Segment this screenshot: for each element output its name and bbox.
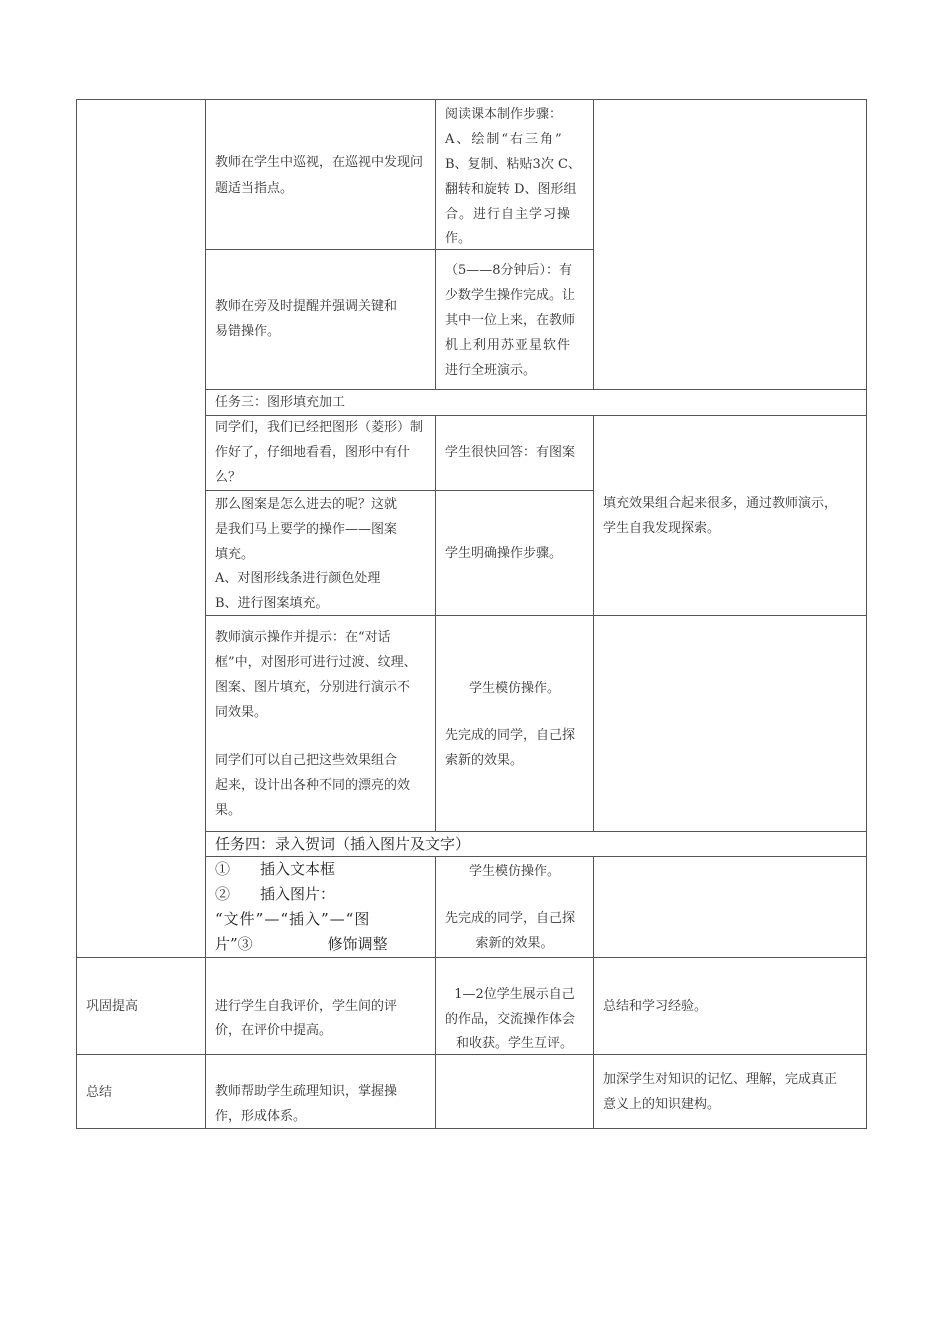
r4-teacher-4: A、对图形线条进行颜色处理 — [215, 571, 381, 586]
r4-teacher-2: 是我们马上要学的操作——图案 — [215, 522, 398, 537]
col-divider-2 — [435, 99, 436, 390]
r1-teacher: 教师在学生中巡视，在巡视中发现问题适当指点。 — [215, 155, 424, 196]
r8-intent-2: 意义上的知识建构。 — [603, 1097, 721, 1112]
r6-teacher-2: ② 插入图片： — [215, 885, 336, 903]
r7-teacher-2: 价，在评价中提高。 — [215, 1023, 333, 1038]
r7-student-3: 和收获。学生互评。 — [455, 1036, 573, 1051]
r5-student-2: 先完成的同学，自己探 — [445, 728, 576, 743]
r2-student-5: 进行全班演示。 — [445, 363, 537, 378]
col-divider-3 — [593, 99, 594, 390]
col-divider-2b — [435, 415, 436, 831]
table-frame — [76, 99, 867, 1129]
r5-teacher-2: 框”中，对图形可进行过渡、纹理、 — [215, 655, 417, 670]
r5-teacher-3: 图案、图片填充，分别进行演示不 — [215, 680, 411, 695]
task3-heading: 任务三：图形填充加工 — [215, 395, 346, 410]
r2-student-4: 机上利用苏亚星软件 — [445, 338, 572, 353]
r2-teacher-1: 教师在旁及时提醒并强调关键和 — [215, 299, 398, 314]
r2-teacher-2: 易错操作。 — [215, 324, 281, 339]
r5-teacher-7: 起来，设计出各种不同的漂亮的效 — [215, 778, 411, 793]
r2-student-2: 少数学生操作完成。让 — [445, 288, 576, 303]
r3-teacher-2: 作好了，仔细地看看，图形中有什 — [215, 445, 411, 460]
r1-student-4: 翻转和旋转 D、图形组 — [445, 182, 577, 197]
r5-teacher-6: 同学们可以自己把这些效果组合 — [215, 753, 398, 768]
r3-teacher-1: 同学们，我们已经把图形（菱形）制 — [215, 420, 424, 435]
col-divider-1 — [205, 99, 206, 1129]
r1-student-1: 阅读课本制作步骤： — [445, 107, 563, 122]
r4-teacher-3: 填充。 — [215, 547, 255, 562]
r6-student-2: 先完成的同学，自己探 — [445, 911, 576, 926]
r1-student-6: 作。 — [445, 231, 472, 246]
r8-stage: 总结 — [86, 1085, 113, 1100]
r6-student-3: 索新的效果。 — [475, 936, 554, 951]
r4-teacher-1: 那么图案是怎么进去的呢？这就 — [215, 497, 398, 512]
col-divider-3c — [593, 856, 594, 1129]
r4-teacher-5: B、进行图案填充。 — [215, 596, 329, 611]
r1-student-3: B、复制、粘贴3次 C、 — [445, 157, 581, 172]
task4-heading: 任务四：录入贺词（插入图片及文字） — [215, 835, 471, 853]
r7-intent: 总结和学习经验。 — [603, 999, 708, 1014]
r8-intent-1: 加深学生对知识的记忆、理解，完成真正 — [603, 1072, 838, 1087]
r6-teacher-4: 片”③ 修饰调整 — [215, 935, 388, 953]
r7-stage: 巩固提高 — [86, 999, 139, 1014]
r5-student-1: 学生模仿操作。 — [468, 681, 560, 696]
r6-teacher-3: “文件”—“插入”—“图 — [215, 910, 371, 928]
row-divider-d — [205, 490, 594, 491]
r3-intent-2: 学生自我发现探索。 — [603, 521, 721, 536]
row-divider-h — [76, 957, 867, 958]
r5-teacher-4: 同效果。 — [215, 705, 268, 720]
r3-teacher-3: 么？ — [215, 470, 242, 485]
r6-student-1: 学生模仿操作。 — [468, 864, 560, 879]
r1-student-2: A、绘制“右三角” — [445, 132, 564, 147]
r3-intent-1: 填充效果组合起来很多，通过教师演示， — [603, 496, 838, 511]
r1-student-5: 合。进行自主学习操 — [445, 207, 572, 222]
r2-student-3: 其中一位上来，在教师 — [445, 313, 576, 328]
r2-student-1: （5——8分钟后）：有 — [445, 263, 573, 278]
row-divider-a — [205, 249, 594, 250]
r3-student: 学生很快回答：有图案 — [445, 445, 576, 460]
r7-teacher-1: 进行学生自我评价，学生间的评 — [215, 999, 398, 1014]
r6-teacher-1: ① 插入文本框 — [215, 860, 336, 878]
r4-student: 学生明确操作步骤。 — [445, 546, 563, 561]
r5-student-3: 索新的效果。 — [445, 753, 524, 768]
col-divider-3b — [593, 415, 594, 831]
r5-teacher-8: 果。 — [215, 803, 242, 818]
r7-student-2: 的作品，交流操作体会 — [445, 1012, 576, 1027]
r5-teacher-1: 教师演示操作并提示：在“对话 — [215, 630, 391, 645]
r8-teacher-1: 教师帮助学生疏理知识，掌握操 — [215, 1084, 398, 1099]
r7-student-1: 1—2位学生展示自己 — [454, 987, 575, 1002]
r8-teacher-2: 作，形成体系。 — [215, 1109, 307, 1124]
